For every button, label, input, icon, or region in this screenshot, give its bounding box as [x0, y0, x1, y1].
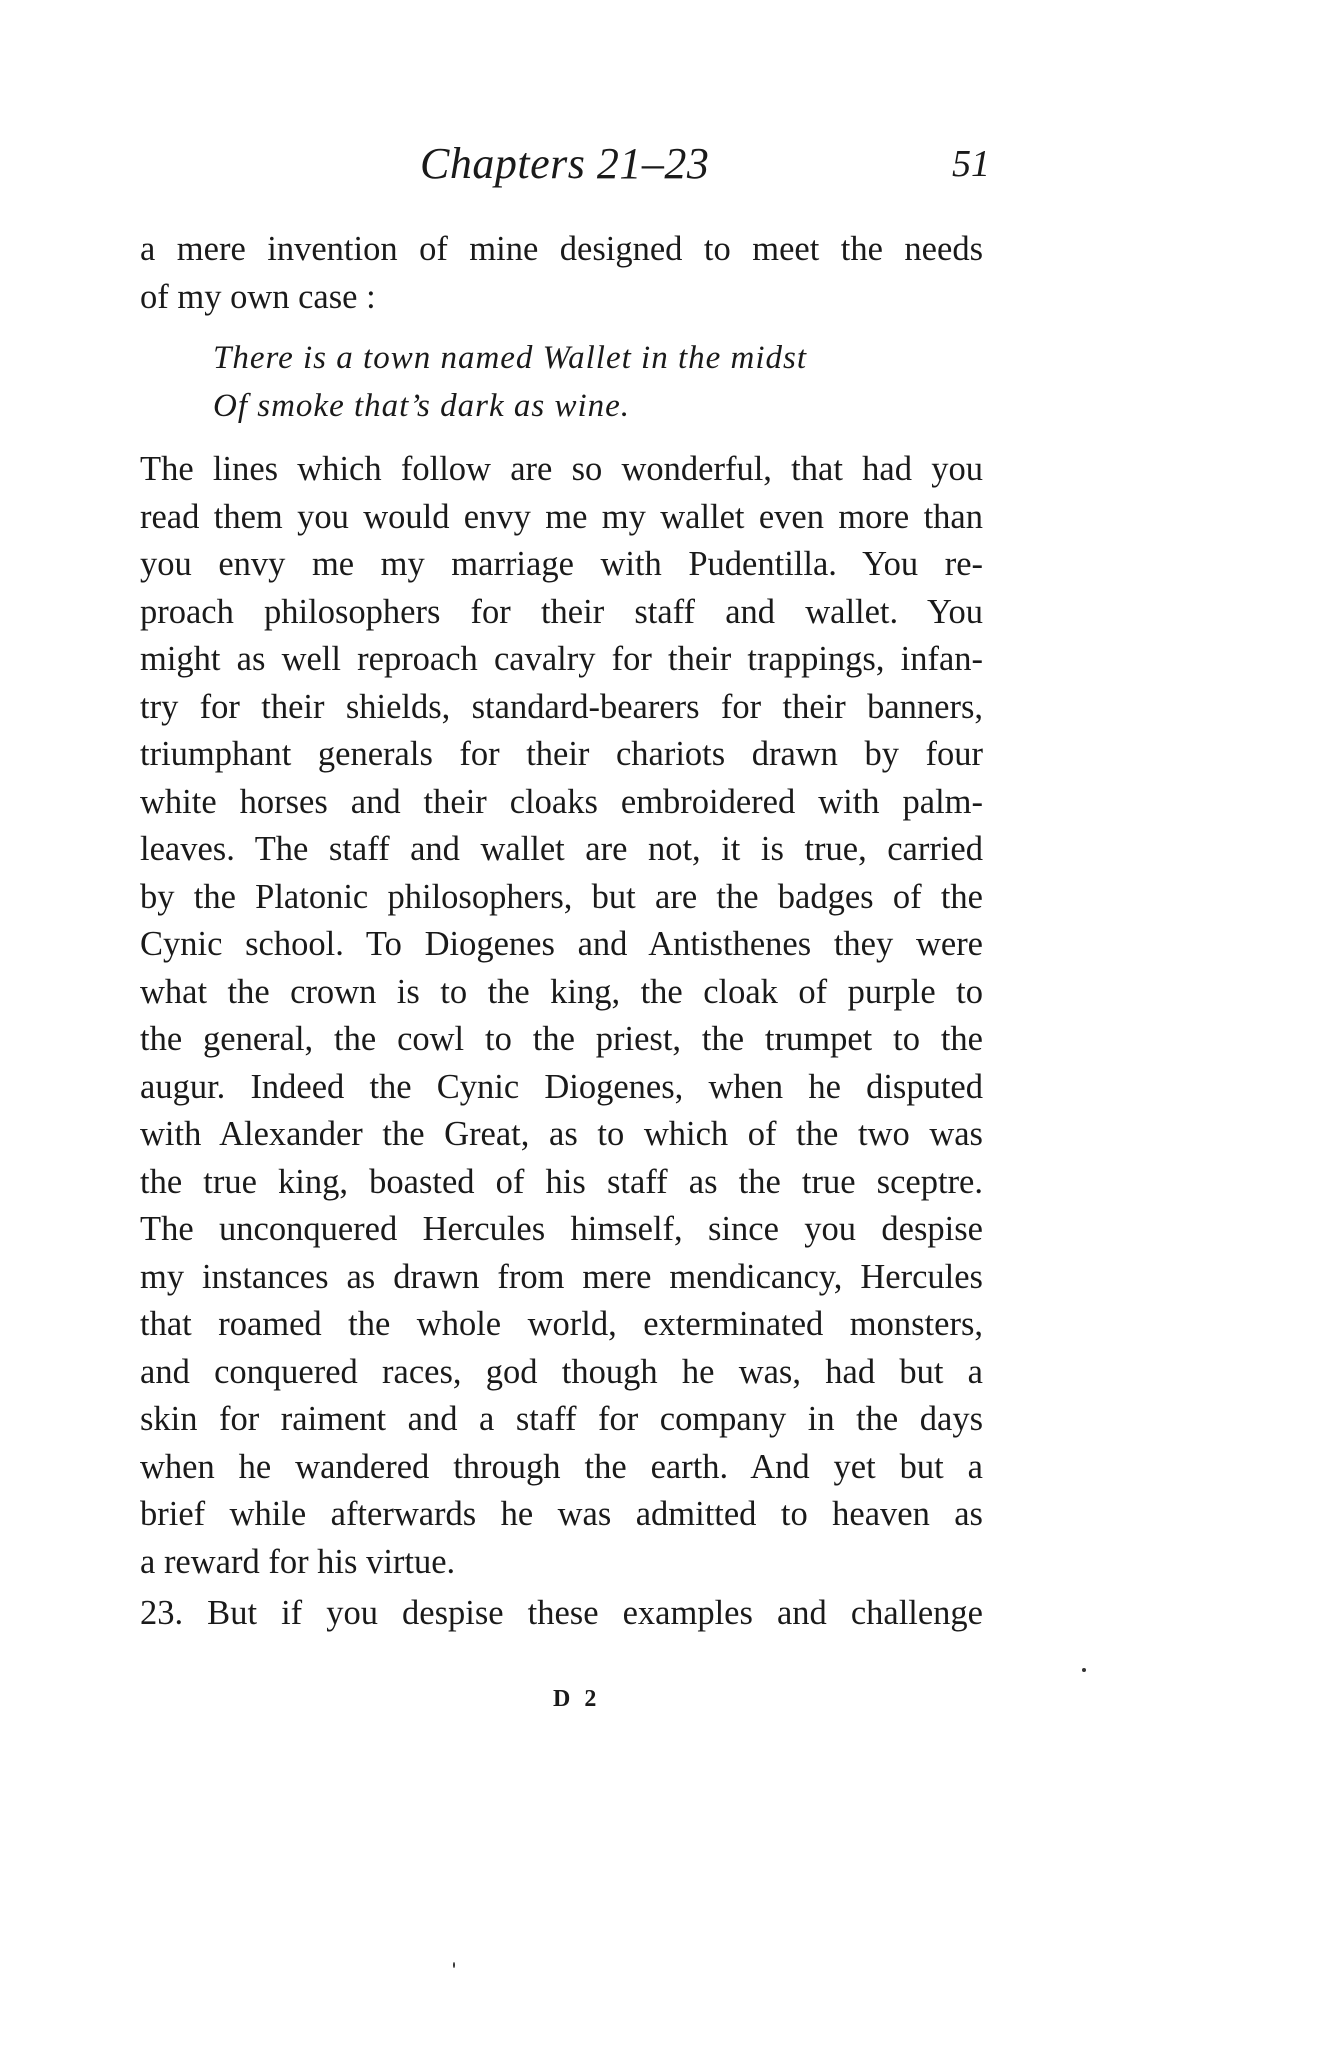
verse-line: There is a town named Wallet in the midst: [213, 340, 808, 376]
text-line: by the Platonic philosophers, but are the badges of the: [140, 877, 983, 916]
text-line: the general, the cowl to the priest, the trumpet to the: [140, 1020, 983, 1058]
chapter-title: Chapters 21–23: [420, 139, 710, 188]
text-line: white horses and their cloaks embroidered with palm-: [140, 782, 983, 821]
text-line: try for their shields, standard-bearers for their banners,: [140, 687, 983, 726]
text-line: with Alexander the Great, as to which of the two was: [140, 1115, 983, 1153]
verse-line: Of smoke that’s dark as wine.: [213, 387, 631, 424]
text-line: brief while afterwards he was admitted to heaven as: [140, 1495, 983, 1533]
text-line: Cynic school. To Diogenes and Antisthenes they were: [140, 925, 983, 963]
text-line: might as well reproach cavalry for their trappings, infan-: [140, 640, 983, 678]
text-line: the true king, boasted of his staff as the true sceptre.: [140, 1162, 983, 1201]
paragraph: [140, 446, 983, 1586]
text-line: proach philosophers for their staff and wallet. You: [140, 592, 983, 631]
text-line: you envy me my marriage with Pudentilla. You re-: [140, 545, 983, 583]
section-23-start-line: 23. But if you despise these examples and challenge: [140, 1594, 983, 1632]
text-line: and conquered races, god though he was, had but a: [140, 1352, 983, 1391]
text-line: a reward for his virtue.: [140, 1542, 456, 1581]
text-line: leaves. The staff and wallet are not, it is true, carried: [140, 830, 983, 868]
text-line: augur. Indeed the Cynic Diogenes, when he disputed: [140, 1067, 983, 1106]
text-line: that roamed the whole world, exterminated monsters,: [140, 1305, 983, 1343]
text-line: The lines which follow are so wonderful, that had you: [140, 450, 983, 488]
print-speck: [453, 1962, 455, 1968]
signature-mark: D 2: [553, 1686, 601, 1712]
text-block: [140, 226, 983, 1638]
text-line: a mere invention of mine designed to meet the needs: [140, 230, 983, 268]
text-line: what the crown is to the king, the cloak of purple to: [140, 972, 983, 1011]
text-line: skin for raiment and a staff for company in the days: [140, 1400, 983, 1438]
page-number: 51: [952, 143, 990, 185]
text-line: read them you would envy me my wallet even more than: [140, 497, 983, 536]
text-line: The unconquered Hercules himself, since you despise: [140, 1210, 983, 1248]
text-line: my instances as drawn from mere mendicancy, Hercules: [140, 1257, 983, 1296]
text-line: of my own case :: [140, 277, 376, 316]
text-line: when he wandered through the earth. And yet but a: [140, 1447, 983, 1486]
running-head: [140, 138, 990, 198]
verse-quotation: [140, 335, 983, 430]
print-speck: [1082, 1668, 1086, 1672]
text-line: triumphant generals for their chariots drawn by four: [140, 735, 983, 773]
